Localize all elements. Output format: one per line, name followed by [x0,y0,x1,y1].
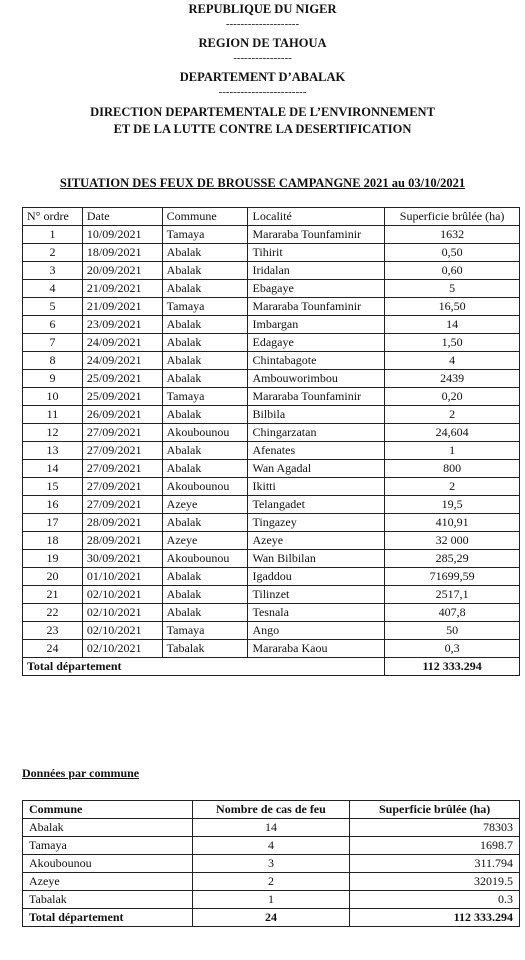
cell-area: 285,29 [385,550,520,568]
table-row [23,496,520,514]
cell-order: 2 [23,244,83,262]
cell-locality: Bilbila [248,406,385,424]
header-separator: -------------------- [225,18,300,30]
cell-date: 25/09/2021 [82,388,162,406]
cell-commune: Abalak [23,819,193,837]
cell-commune: Akoubounou [162,550,248,568]
table-row [23,316,520,334]
cell-area: 16,50 [385,298,520,316]
table-row [23,855,520,873]
cell-commune: Abalak [162,280,248,298]
cell-area: 2517,1 [385,586,520,604]
cell-locality: Ango [248,622,385,640]
cell-date: 18/09/2021 [82,244,162,262]
table-row [23,604,520,622]
cell-commune: Azeye [162,532,248,550]
cell-area: 0,20 [385,388,520,406]
total-value: 112 333.294 [350,909,520,927]
cell-date: 27/09/2021 [82,478,162,496]
table-row [23,514,520,532]
cell-commune: Abalak [162,514,248,532]
cell-locality: Igaddou [248,568,385,586]
cell-locality: Tilinzet [248,586,385,604]
cell-order: 17 [23,514,83,532]
cell-area: 1632 [385,226,520,244]
column-header-commune: Commune [23,801,193,819]
cell-commune: Abalak [162,370,248,388]
cell-commune: Abalak [162,586,248,604]
cell-date: 27/09/2021 [82,496,162,514]
header-direction-line1: DIRECTION DEPARTEMENTALE DE L’ENVIRONNEMENT [90,105,435,119]
cell-order: 22 [23,604,83,622]
table-row [23,460,520,478]
cell-locality: Wan Bilbilan [248,550,385,568]
table-row [23,280,520,298]
cell-commune: Tamaya [162,622,248,640]
table-row [23,586,520,604]
cell-date: 02/10/2021 [82,586,162,604]
header-separator: ---------------- [233,52,292,64]
cell-commune: Abalak [162,442,248,460]
cell-commune: Abalak [162,262,248,280]
cell-order: 7 [23,334,83,352]
cell-fire-count: 14 [192,819,350,837]
column-header-order: N° ordre [23,208,83,226]
commune-section-title: Données par commune [22,766,140,780]
cell-order: 21 [23,586,83,604]
table-row [23,244,520,262]
cell-locality: Afenates [248,442,385,460]
table-row [23,262,520,280]
header-direction-line2: ET DE LA LUTTE CONTRE LA DESERTIFICATION [113,122,412,136]
cell-date: 24/09/2021 [82,352,162,370]
header-department: DEPARTEMENT D’ABALAK [179,70,346,84]
cell-date: 25/09/2021 [82,370,162,388]
cell-commune: Abalak [162,568,248,586]
table-row [23,442,520,460]
table-row [23,352,520,370]
cell-locality: Iridalan [248,262,385,280]
cell-area: 2439 [385,370,520,388]
cell-area: 19,5 [385,496,520,514]
cell-commune: Abalak [162,316,248,334]
cell-locality: Mararaba Tounfaminir [248,298,385,316]
cell-locality: Mararaba Kaou [248,640,385,658]
cell-locality: Imbargan [248,316,385,334]
table-header-row [23,208,520,226]
cell-date: 28/09/2021 [82,532,162,550]
cell-order: 18 [23,532,83,550]
table-row [23,478,520,496]
cell-locality: Wan Agadal [248,460,385,478]
cell-commune: Azeye [23,873,193,891]
header-country: REPUBLIQUE DU NIGER [188,2,337,16]
cell-locality: Telangadet [248,496,385,514]
cell-commune: Abalak [162,244,248,262]
cell-area: 0,60 [385,262,520,280]
cell-commune: Tabalak [23,891,193,909]
cell-locality: Mararaba Tounfaminir [248,226,385,244]
table-header-row [23,801,520,819]
cell-area: 4 [385,352,520,370]
cell-order: 15 [23,478,83,496]
cell-order: 13 [23,442,83,460]
cell-order: 5 [23,298,83,316]
cell-area: 32019.5 [350,873,520,891]
cell-date: 27/09/2021 [82,424,162,442]
cell-order: 1 [23,226,83,244]
cell-date: 24/09/2021 [82,334,162,352]
cell-date: 01/10/2021 [82,568,162,586]
cell-commune: Akoubounou [162,478,248,496]
table-row [23,370,520,388]
table-row [23,568,520,586]
table-row [23,334,520,352]
commune-table-body [23,819,520,909]
cell-locality: Chingarzatan [248,424,385,442]
cell-area: 1,50 [385,334,520,352]
cell-locality: Edagaye [248,334,385,352]
header-region: REGION DE TAHOUA [198,36,327,50]
cell-locality: Ikitti [248,478,385,496]
cell-order: 10 [23,388,83,406]
total-label: Total département [23,909,193,927]
cell-area: 1698.7 [350,837,520,855]
cell-area: 71699,59 [385,568,520,586]
cell-commune: Tamaya [162,226,248,244]
cell-date: 02/10/2021 [82,622,162,640]
cell-date: 28/09/2021 [82,514,162,532]
cell-commune: Akoubounou [23,855,193,873]
table-row [23,837,520,855]
total-row [23,658,520,676]
cell-commune: Abalak [162,334,248,352]
cell-commune: Abalak [162,604,248,622]
cell-order: 19 [23,550,83,568]
cell-order: 14 [23,460,83,478]
cell-date: 21/09/2021 [82,280,162,298]
cell-date: 27/09/2021 [82,442,162,460]
column-header-date: Date [82,208,162,226]
cell-commune: Tamaya [162,388,248,406]
cell-order: 3 [23,262,83,280]
cell-commune: Abalak [162,352,248,370]
column-header-fire-count: Nombre de cas de feu [192,801,350,819]
cell-date: 23/09/2021 [82,316,162,334]
total-value: 112 333.294 [385,658,520,676]
table-row [23,298,520,316]
cell-order: 24 [23,640,83,658]
table-row [23,550,520,568]
table-row [23,406,520,424]
cell-area: 5 [385,280,520,298]
cell-locality: Chintabagote [248,352,385,370]
cell-order: 16 [23,496,83,514]
cell-locality: Azeye [248,532,385,550]
cell-locality: Tingazey [248,514,385,532]
cell-area: 14 [385,316,520,334]
cell-order: 6 [23,316,83,334]
cell-commune: Tabalak [162,640,248,658]
fires-table-body [23,226,520,658]
cell-fire-count: 4 [192,837,350,855]
cell-area: 50 [385,622,520,640]
cell-area: 78303 [350,819,520,837]
cell-locality: Ambouworimbou [248,370,385,388]
cell-locality: Ebagaye [248,280,385,298]
cell-date: 21/09/2021 [82,298,162,316]
table-row [23,532,520,550]
table-row [23,640,520,658]
cell-locality: Tesnala [248,604,385,622]
cell-fire-count: 2 [192,873,350,891]
cell-date: 02/10/2021 [82,640,162,658]
cell-commune: Abalak [162,406,248,424]
table-row [23,819,520,837]
cell-area: 1 [385,442,520,460]
column-header-area: Superficie brûlée (ha) [350,801,520,819]
cell-area: 0,3 [385,640,520,658]
cell-order: 4 [23,280,83,298]
cell-area: 0,50 [385,244,520,262]
cell-commune: Azeye [162,496,248,514]
table-row [23,891,520,909]
cell-area: 311.794 [350,855,520,873]
cell-order: 9 [23,370,83,388]
cell-fire-count: 1 [192,891,350,909]
cell-order: 11 [23,406,83,424]
cell-order: 20 [23,568,83,586]
cell-area: 2 [385,478,520,496]
table-row [23,226,520,244]
commune-summary-table [22,800,520,927]
cell-fire-count: 3 [192,855,350,873]
table-row [23,873,520,891]
cell-date: 26/09/2021 [82,406,162,424]
table-row [23,424,520,442]
header-separator: ------------------------ [218,86,307,98]
total-count: 24 [192,909,350,927]
fires-table [22,207,520,676]
cell-order: 12 [23,424,83,442]
column-header-area: Superficie brûlée (ha) [385,208,520,226]
cell-area: 800 [385,460,520,478]
cell-date: 10/09/2021 [82,226,162,244]
cell-date: 02/10/2021 [82,604,162,622]
cell-commune: Tamaya [23,837,193,855]
cell-order: 23 [23,622,83,640]
cell-area: 32 000 [385,532,520,550]
cell-area: 407,8 [385,604,520,622]
total-row [23,909,520,927]
column-header-locality: Localité [248,208,385,226]
cell-area: 2 [385,406,520,424]
cell-date: 30/09/2021 [82,550,162,568]
cell-order: 8 [23,352,83,370]
table-row [23,388,520,406]
table-row [23,622,520,640]
document-title: SITUATION DES FEUX DE BROUSSE CAMPANGNE 2021 au 03/10/2021 [59,176,466,190]
cell-area: 24,604 [385,424,520,442]
cell-area: 0.3 [350,891,520,909]
cell-area: 410,91 [385,514,520,532]
cell-commune: Tamaya [162,298,248,316]
cell-locality: Tihirit [248,244,385,262]
column-header-commune: Commune [162,208,248,226]
cell-date: 27/09/2021 [82,460,162,478]
cell-commune: Abalak [162,460,248,478]
cell-commune: Akoubounou [162,424,248,442]
total-label: Total département [23,658,385,676]
cell-date: 20/09/2021 [82,262,162,280]
cell-locality: Mararaba Tounfaminir [248,388,385,406]
